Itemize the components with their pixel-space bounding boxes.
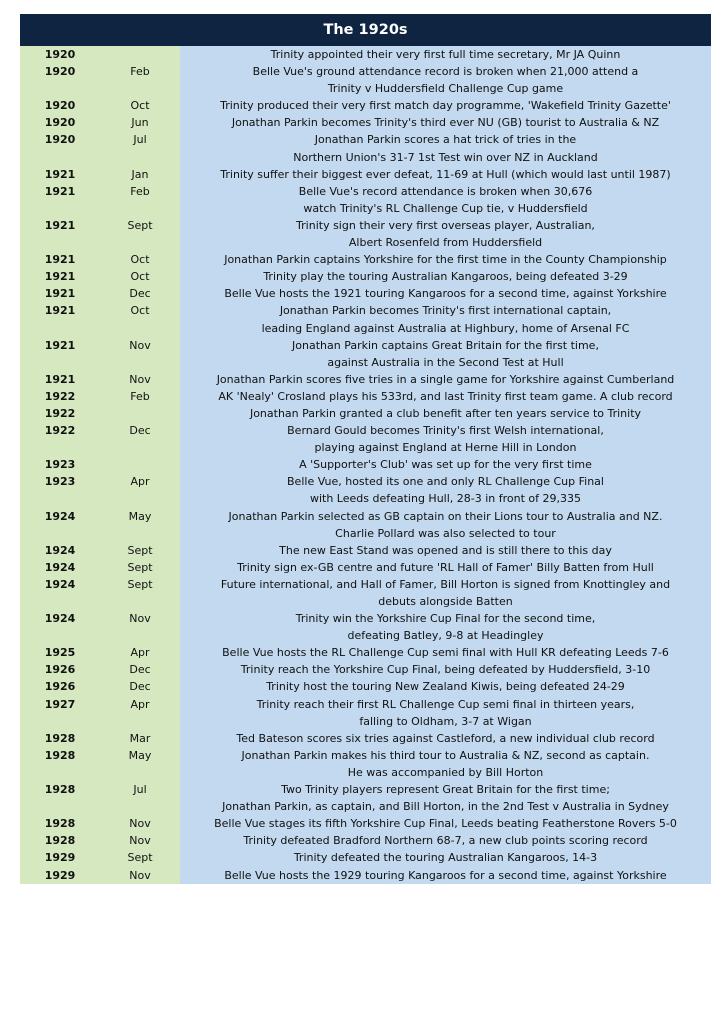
timeline-row [20,251,711,268]
year-cell: 1921 [44,184,76,198]
year-cell: 1928 [44,834,76,848]
event-cell: leading England against Australia at Highbury, home of Arsenal FC [261,321,630,335]
timeline-row [20,200,711,217]
timeline-row [20,320,711,337]
timeline-row [20,63,711,80]
event-cell: Trinity defeated Bradford Northern 68-7, a new club points scoring record [243,834,648,848]
month-cell [100,490,180,507]
timeline-row [20,610,711,627]
event-cell: AK 'Nealy' Crosland plays his 533rd, and last Trinity first team game. A club record [218,389,673,403]
timeline-row [20,97,711,114]
timeline-row [20,849,711,866]
event-cell: Future international, and Hall of Famer, Bill Horton is signed from Knottingley and [220,577,671,591]
year-cell: 1928 [44,817,76,831]
year-cell: 1921 [44,270,76,284]
timeline-row [20,867,711,884]
event-cell: Trinity win the Yorkshire Cup Final for the second time, [295,612,596,626]
year-cell: 1929 [44,851,76,865]
event-cell: against Australia in the Second Test at Hull [327,355,564,369]
event-cell: Jonathan Parkin captains Yorkshire for the first time in the County Championship [224,253,667,267]
month-cell: Jul [133,133,147,147]
event-cell: Trinity appointed their very first full time secretary, Mr JA Quinn [270,48,621,61]
timeline-row [20,388,711,405]
event-cell: Jonathan Parkin selected as GB captain on their Lions tour to Australia and NZ. [228,509,663,523]
timeline-row [20,285,711,302]
timeline-row [20,166,711,183]
event-cell: with Leeds defeating Hull, 28-3 in front of 29,335 [309,492,582,506]
timeline-row [20,80,711,97]
year-cell: 1922 [44,424,76,438]
year-cell [20,593,100,610]
year-cell [20,354,100,371]
month-cell: Oct [130,304,150,318]
event-cell: Trinity suffer their biggest ever defeat, 11-69 at Hull (which would last until 1987) [220,167,671,181]
year-cell [20,80,100,97]
event-cell: The new East Stand was opened and is still there to this day [279,543,612,557]
event-cell: Bernard Gould becomes Trinity's first Welsh international, [287,424,604,438]
event-cell: Jonathan Parkin scores a hat trick of tries in the [314,133,577,147]
year-cell [20,149,100,166]
year-cell: 1920 [44,65,76,79]
year-cell: 1922 [44,389,76,403]
year-cell [20,798,100,815]
event-cell: Jonathan Parkin, as captain, and Bill Horton, in the 2nd Test v Australia in Sydney [222,800,669,814]
event-cell: playing against England at Herne Hill in London [314,441,577,455]
event-cell: Trinity defeated the touring Australian Kangaroos, 14-3 [293,851,598,865]
year-cell: 1923 [44,458,76,472]
year-cell: 1921 [44,372,76,386]
month-cell: Nov [129,372,151,386]
event-cell: A 'Supporter's Club' was set up for the very first time [299,458,592,472]
event-cell: Jonathan Parkin scores five tries in a single game for Yorkshire against Cumberland [216,372,675,386]
month-cell [100,713,180,730]
timeline-row [20,473,711,490]
event-cell: Belle Vue, hosted its one and only RL Challenge Cup Final [287,475,604,489]
timeline-row [20,730,711,747]
month-cell: Dec [129,680,151,694]
timeline-row [20,354,711,371]
year-cell: 1921 [44,304,76,318]
year-cell [20,200,100,217]
event-cell: Trinity sign ex-GB centre and future 'RL Hall of Famer' Billy Batten from Hull [237,560,654,574]
event-cell: Trinity sign their very first overseas player, Australian, [296,218,595,232]
year-cell: 1928 [44,748,76,762]
timeline-row [20,337,711,354]
month-cell: Sept [127,577,153,591]
event-cell: Trinity play the touring Australian Kangaroos, being defeated 3-29 [263,270,628,284]
month-cell: Oct [130,99,150,113]
year-cell: 1921 [44,218,76,232]
year-cell: 1925 [44,646,76,660]
year-cell: 1920 [44,99,76,113]
month-cell: Jun [131,116,149,130]
year-cell: 1926 [44,680,76,694]
month-cell [100,405,180,422]
timeline-row [20,114,711,131]
timeline-row [20,747,711,764]
month-cell: May [128,748,152,762]
event-cell: falling to Oldham, 3-7 at Wigan [359,714,532,728]
timeline-row [20,661,711,678]
event-cell: Trinity reach their first RL Challenge Cup semi final in thirteen years, [256,697,635,711]
year-cell: 1922 [44,406,76,420]
event-cell: Belle Vue hosts the RL Challenge Cup semi final with Hull KR defeating Leeds 7-6 [222,646,669,660]
timeline-row [20,234,711,251]
month-cell [100,200,180,217]
year-cell: 1921 [44,338,76,352]
timeline-row [20,508,711,525]
event-cell: Northern Union's 31-7 1st Test win over NZ in Auckland [293,150,598,164]
month-cell: Apr [130,475,150,489]
event-cell: Trinity produced their very first match day programme, 'Wakefield Trinity Gazette' [220,99,671,113]
timeline-row [20,593,711,610]
timeline-row [20,781,711,798]
month-cell: Nov [129,817,151,831]
event-cell: Trinity v Huddersfield Challenge Cup game [327,82,564,96]
month-cell: Dec [129,663,151,677]
year-cell: 1924 [44,577,76,591]
month-cell: Jul [133,783,147,797]
timeline-row [20,405,711,422]
year-cell [20,627,100,644]
timeline-row [20,764,711,781]
year-cell: 1927 [44,697,76,711]
event-cell: watch Trinity's RL Challenge Cup tie, v Huddersfield [303,201,588,215]
month-cell: Sept [127,218,153,232]
month-cell: Nov [129,834,151,848]
timeline-sheet [20,14,711,884]
event-cell: Jonathan Parkin becomes Trinity's first international captain, [279,304,612,318]
timeline-row [20,576,711,593]
event-cell: Ted Bateson scores six tries against Castleford, a new individual club record [236,731,655,745]
timeline-row [20,46,711,63]
event-cell: Jonathan Parkin becomes Trinity's third ever NU (GB) tourist to Australia & NZ [231,116,660,130]
year-cell [20,439,100,456]
event-cell: Belle Vue hosts the 1929 touring Kangaroos for a second time, against Yorkshire [224,868,667,882]
event-cell: defeating Batley, 9-8 at Headingley [347,629,544,643]
year-cell: 1924 [44,543,76,557]
timeline-table [20,46,711,884]
month-cell [100,525,180,542]
month-cell: Oct [130,253,150,267]
month-cell [100,439,180,456]
month-cell: Feb [130,389,150,403]
timeline-row [20,644,711,661]
month-cell [100,627,180,644]
month-cell [100,149,180,166]
month-cell: Dec [129,287,151,301]
page-title: The 1920s [20,14,711,46]
timeline-row [20,268,711,285]
month-cell: Jan [131,167,149,181]
month-cell [100,798,180,815]
year-cell: 1920 [44,133,76,147]
month-cell: Sept [127,560,153,574]
month-cell: May [128,509,152,523]
month-cell [100,593,180,610]
year-cell [20,713,100,730]
month-cell [100,234,180,251]
event-cell: Jonathan Parkin captains Great Britain for the first time, [292,338,599,352]
month-cell [100,764,180,781]
month-cell: Oct [130,270,150,284]
timeline-row [20,422,711,439]
timeline-row [20,678,711,695]
month-cell [100,46,180,63]
timeline-row [20,559,711,576]
timeline-row [20,542,711,559]
timeline-row [20,713,711,730]
month-cell [100,80,180,97]
month-cell: Dec [129,424,151,438]
year-cell: 1921 [44,287,76,301]
month-cell [100,456,180,473]
event-cell: Belle Vue hosts the 1921 touring Kangaroos for a second time, against Yorkshire [224,287,667,301]
timeline-row [20,149,711,166]
timeline-row [20,832,711,849]
event-cell: Belle Vue stages its fifth Yorkshire Cup Final, Leeds beating Featherstone Rovers 5-0 [214,817,677,831]
year-cell: 1929 [44,868,76,882]
timeline-row [20,798,711,815]
year-cell: 1921 [44,253,76,267]
timeline-row [20,302,711,319]
year-cell: 1921 [44,167,76,181]
timeline-row [20,131,711,148]
month-cell: Sept [127,851,153,865]
event-cell: Trinity host the touring New Zealand Kiwis, being defeated 24-29 [266,680,625,694]
timeline-row [20,439,711,456]
event-cell: Two Trinity players represent Great Britain for the first time; [281,783,610,797]
month-cell: Apr [130,646,150,660]
month-cell: Nov [129,868,151,882]
year-cell [20,764,100,781]
timeline-row [20,627,711,644]
year-cell: 1928 [44,731,76,745]
year-cell: 1924 [44,612,76,626]
timeline-row [20,456,711,473]
event-cell: He was accompanied by Bill Horton [347,765,544,779]
year-cell [20,490,100,507]
year-cell: 1924 [44,509,76,523]
month-cell: Nov [129,612,151,626]
month-cell: Mar [129,731,151,745]
event-cell: Belle Vue's ground attendance record is broken when 21,000 attend a [252,65,639,79]
event-cell: Belle Vue's record attendance is broken when 30,676 [298,184,593,198]
timeline-row [20,371,711,388]
month-cell: Feb [130,65,150,79]
timeline-row [20,696,711,713]
timeline-row [20,815,711,832]
year-cell [20,234,100,251]
year-cell: 1923 [44,475,76,489]
year-cell: 1924 [44,560,76,574]
year-cell: 1920 [44,48,76,61]
year-cell: 1928 [44,783,76,797]
month-cell [100,320,180,337]
month-cell [100,354,180,371]
year-cell [20,525,100,542]
timeline-row [20,490,711,507]
event-cell: Charlie Pollard was also selected to tour [335,526,556,540]
timeline-row [20,183,711,200]
event-cell: Albert Rosenfeld from Huddersfield [348,236,543,250]
timeline-row [20,217,711,234]
year-cell: 1926 [44,663,76,677]
month-cell: Feb [130,184,150,198]
month-cell: Apr [130,697,150,711]
month-cell: Nov [129,338,151,352]
timeline-row [20,525,711,542]
event-cell: Jonathan Parkin granted a club benefit after ten years service to Trinity [249,406,642,420]
event-cell: debuts alongside Batten [378,595,513,608]
year-cell [20,320,100,337]
month-cell: Sept [127,543,153,557]
event-cell: Jonathan Parkin makes his third tour to Australia & NZ, second as captain. [241,748,650,762]
year-cell: 1920 [44,116,76,130]
event-cell: Trinity reach the Yorkshire Cup Final, being defeated by Huddersfield, 3-10 [240,663,651,677]
